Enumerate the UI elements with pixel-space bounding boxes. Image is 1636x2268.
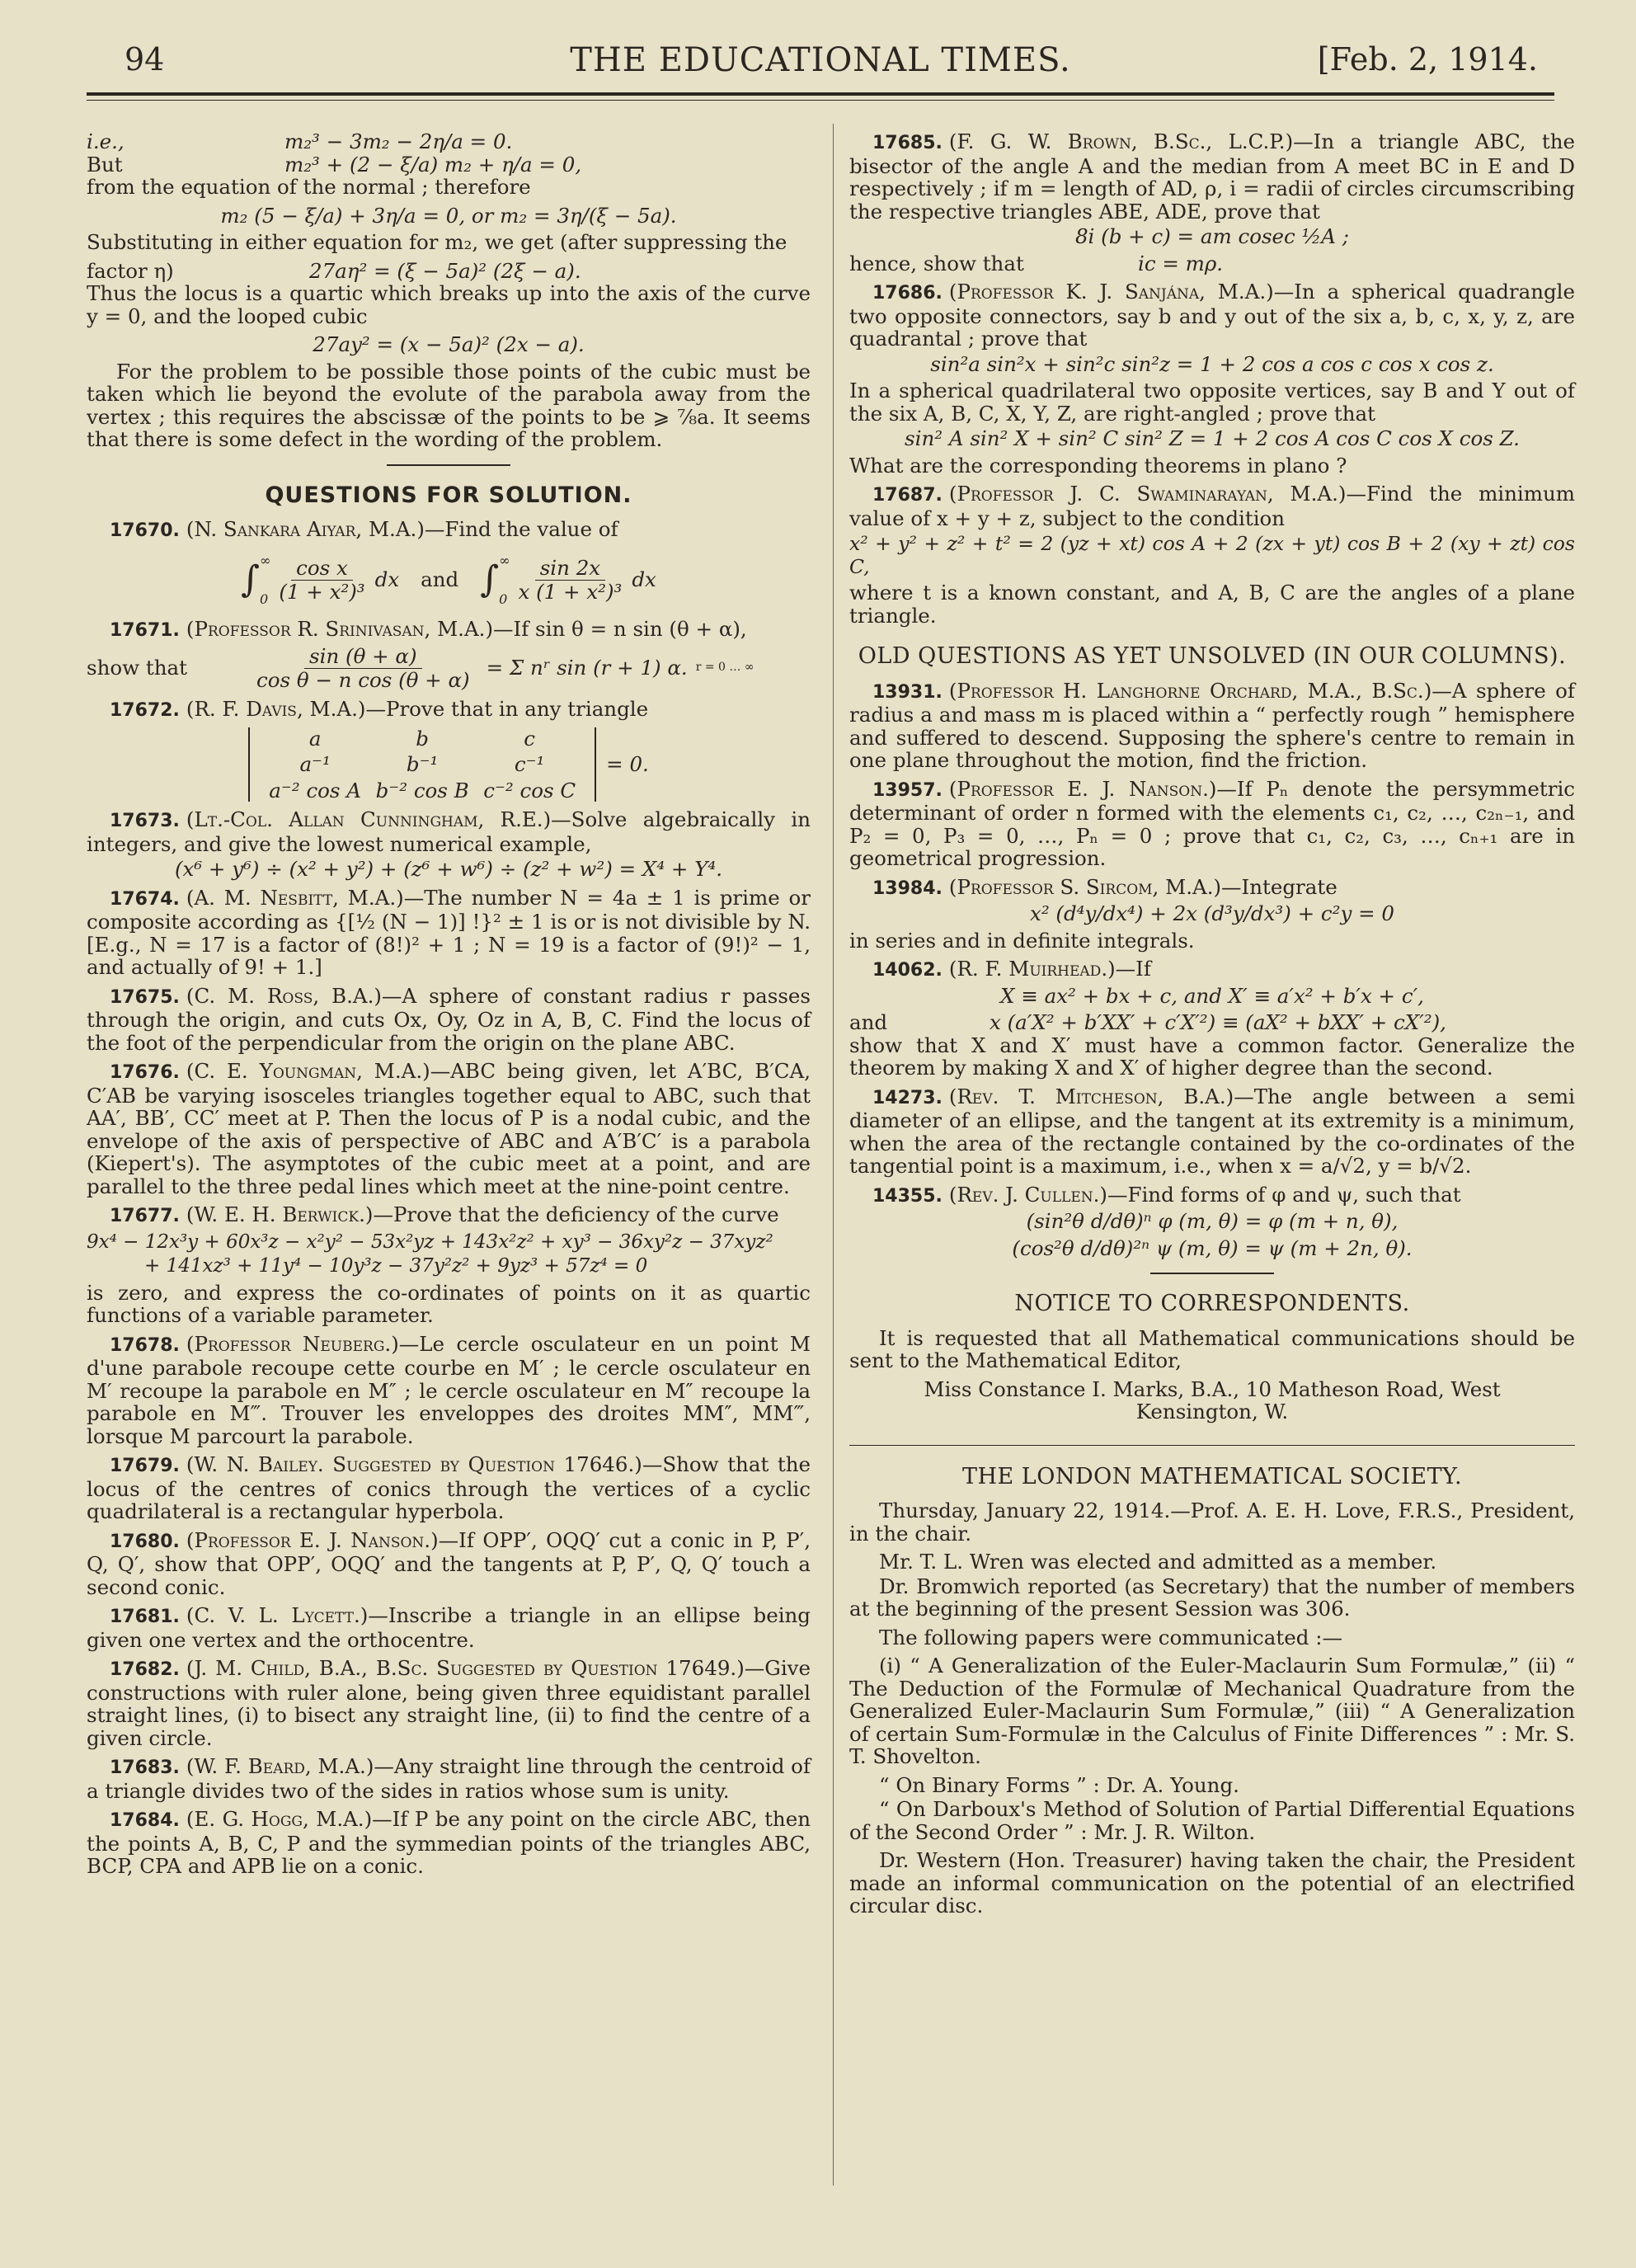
question-text: —Find the value of (424, 517, 618, 541)
question-author: (E. G. Hogg, M.A.) (186, 1807, 373, 1831)
question-number: 17670. (110, 520, 180, 541)
section-title: QUESTIONS FOR SOLUTION. (265, 482, 632, 508)
equation-line-2: + 141xz³ + 11y⁴ − 10y³z − 37y²z² + 9yz³ + 57z⁴ = 0 (144, 1255, 648, 1277)
left-column (87, 130, 811, 1884)
equation: m₂³ − 3m₂ − 2η/a = 0. (284, 129, 513, 153)
header-rule-thick (87, 92, 1554, 96)
society-paragraph: Dr. Western (Hon. Treasurer) having taken the chair, the President made an informal communication on the potential of an electrified circular disc. (849, 1848, 1575, 1917)
eq-row-3 (87, 260, 811, 283)
question-text: —Any straight line through the centroid of a triangle divides two of the sides in ratios whose sum is unity. (87, 1754, 811, 1803)
question-17675 (87, 985, 811, 1055)
and-row (849, 1011, 1575, 1034)
equation: ic = mρ. (1138, 251, 1224, 275)
question-text-continued: In a spherical quadrilateral two opposite vertices, say B and Y out of the six A, B, C, X, Y, Z, are right-angled ; prove that (849, 379, 1575, 426)
question-17681 (87, 1604, 811, 1651)
equation: sin²a sin²x + sin²c sin²z = 1 + 2 cos a cos c cos x cos z. (930, 351, 1494, 376)
question-text: —Integrate (1221, 874, 1337, 899)
question-text: —In a triangle ABC, the bisector of the angle A and the median from A meet BC in E and D respectively ; if m = length of AD, ρ, i = radii of circles circumscribing the respective triangles ABE, ADE, prove that (849, 129, 1575, 224)
journal-title: THE EDUCATIONAL TIMES. (570, 41, 1071, 79)
integral-sign: ∫ (241, 558, 261, 601)
integrals (87, 549, 811, 611)
eq-row-2 (87, 153, 811, 176)
question-number: 17685. (872, 133, 943, 153)
question-number: 17684. (110, 1810, 180, 1831)
column-divider (833, 124, 834, 2186)
question-text: —Le cercle osculateur en un point M d'une parabole recoupe cette courbe en M′ ; le cercle osculateur en M′ recoupe la parabole en M″ ; le cercle osculateur en M″ recoupe la parabole en M‴. Trouver les enveloppes des droites MM″, MM‴, lorsque M parcourt la parabole. (87, 1331, 811, 1448)
integral-sign: ∫ (480, 558, 500, 601)
question-17670 (87, 518, 811, 611)
question-number: 17687. (872, 485, 943, 506)
denominator: x (1 + x²)³ (518, 579, 623, 604)
question-13984 (849, 876, 1575, 953)
question-number: 17678. (110, 1334, 180, 1356)
question-number: 14062. (872, 960, 943, 981)
question-17686 (849, 280, 1575, 477)
question-author: (J. M. Child, B.A., B.Sc. Suggested by Question 17649.) (186, 1656, 745, 1680)
question-text-continued: in series and in definite integrals. (849, 928, 1195, 953)
page-header (87, 41, 1554, 91)
text-line: Thus the locus is a quartic which breaks up into the axis of the curve y = 0, and the looped cubic (87, 281, 811, 328)
question-17677 (87, 1203, 811, 1327)
equation: 27ay² = (x − 5a)² (2x − a). (313, 332, 585, 356)
question-text: —Prove that in any triangle (365, 697, 649, 721)
question-number: 17681. (110, 1607, 180, 1627)
question-text: —The angle between a semi diameter of an ellipse, and the tangent at its extremity is a minimum, when the area of the rectangle contained by the co-ordinates of the tangential point is a maximum, i.e., when x = a/√2, y = b/√2. (849, 1084, 1575, 1178)
hence-row (849, 252, 1575, 275)
notice-address-line-1: Miss Constance I. Marks, B.A., 10 Matheson Road, West (924, 1376, 1501, 1401)
equation: x² + y² + z² + t² = 2 (yz + xt) cos A + 2 (zx + yt) cos B + 2 (xy + zt) cos C, (849, 532, 1575, 578)
section-divider (1150, 1273, 1274, 1274)
det-cell: c⁻² cos C (483, 778, 576, 802)
and-label: and (849, 1010, 888, 1034)
society-paragraph: (i) “ A Generalization of the Euler-Maclaurin Sum Formulæ,” (ii) “ The Deduction of the Formulæ of Mechanical Quadrature from the Generalized Euler-Maclaurin Sum Formulæ,” (iii) “ A Generalization of certain Sum-Formulæ in the Calculus of Finite Differences ” : Mr. S. T. Shovelton. (849, 1654, 1575, 1768)
integral-2 (480, 549, 656, 611)
question-text: —Give constructions with ruler alone, being given three equidistant parallel straight lines, (i) to bisect any straight line, (ii) to find the centre of a given circle. (87, 1656, 811, 1750)
equation: m₂³ + (2 − ξ/a) m₂ + η/a = 0, (284, 152, 582, 176)
question-author: (W. N. Bailey. Suggested by Question 17646.) (186, 1452, 642, 1476)
integral-1 (241, 549, 399, 611)
equation: sin² A sin² X + sin² C sin² Z = 1 + 2 cos A cos C cos X cos Z. (905, 426, 1520, 450)
society-paragraph: Mr. T. L. Wren was elected and admitted as a member. (879, 1550, 1437, 1574)
denominator: (1 + x²)³ (279, 579, 365, 604)
text-line: Substituting in either equation for m₂, we get (after suppressing the (87, 230, 787, 254)
question-author: (Professor R. Srinivasan, M.A.) (186, 616, 494, 641)
equation: (sin²θ d/dθ)ⁿ φ (m, θ) = φ (m + n, θ), (1026, 1209, 1399, 1233)
question-number: 17686. (872, 283, 943, 303)
solution-continuation (87, 130, 811, 451)
question-author: (A. M. Nesbitt, M.A.) (186, 885, 404, 910)
question-number: 17682. (110, 1659, 180, 1680)
equation: 8i (b + c) = am cosec ½A ; (1074, 224, 1350, 248)
numerator: sin 2x (535, 557, 605, 581)
question-author: (Professor H. Langhorne Orchard, M.A., B.Sc.) (948, 678, 1432, 703)
question-text-continued: show that X and X′ must have a common factor. Generalize the theorem by making X and X′ of higher degree than the second. (849, 1033, 1575, 1080)
question-author: (C. E. Youngman, M.A.) (186, 1059, 430, 1083)
numerator: sin (θ + α) (304, 645, 422, 669)
differential: dx (374, 567, 400, 592)
question-number: 17679. (110, 1456, 180, 1476)
rhs: = Σ nʳ sin (r + 1) α. (486, 656, 688, 680)
question-author: (Professor Neuberg.) (186, 1331, 399, 1356)
factor-label: factor η) (87, 258, 174, 283)
question-17671 (87, 618, 811, 692)
det-cell: b (416, 726, 429, 751)
question-17678 (87, 1333, 811, 1448)
det-cell: a (308, 726, 322, 751)
question-14273 (849, 1085, 1575, 1178)
question-17683 (87, 1755, 811, 1802)
det-cell: c (524, 726, 535, 751)
question-13931 (849, 680, 1575, 772)
question-number: 17683. (110, 1757, 180, 1778)
notice-title: NOTICE TO CORRESPONDENTS. (1014, 1291, 1410, 1316)
society-paragraph: “ On Binary Forms ” : Dr. A. Young. (879, 1772, 1239, 1797)
question-text: —ABC being given, let A′BC, B′CA, C′AB be varying isosceles triangles together equal to ABC, such that AA′, BB′, CC′ meet at P. Then the locus of P is a nodal cubic, and the envelope of the axis of perspective of ABC and A′B′C′ is a parabola (Kiepert's). The asymptotes of the cubic meet at a point, and are parallel to the three pedal lines which meet at the nine-point centre. (87, 1059, 811, 1198)
question-number: 17676. (110, 1062, 180, 1083)
question-text: —Prove that the deficiency of the curve (373, 1202, 779, 1226)
denominator: cos θ − n cos (θ + α) (256, 667, 470, 692)
question-text: —Inscribe a triangle in an ellipse being given one vertex and the orthocentre. (87, 1603, 811, 1652)
numerator: cos x (291, 557, 353, 581)
but-label: But (87, 152, 123, 176)
question-number: 13957. (872, 779, 943, 801)
det-equals: = 0. (606, 752, 649, 776)
question-text: —If Pₙ denote the persymmetric determinant of order n formed with the elements c₁, c₂, …, c₂ₙ₋₁, and P₂ = 0, P₃ = 0, …, Pₙ = 0 ; prove that c₁, c₂, c₃, …, cₙ₊₁ are in geometrical progression. (849, 776, 1576, 870)
upper-limit: ∞ (260, 552, 271, 568)
question-text: —Show that the locus of the centres of conics through the vertices of a cyclic quadrilateral is a rectangular hyperbola. (87, 1452, 811, 1523)
question-number: 13984. (872, 878, 943, 899)
right-column (849, 130, 1575, 1923)
society-paragraph: Dr. Bromwich reported (as Secretary) that the number of members at the beginning of the present Session was 306. (849, 1574, 1575, 1621)
question-number: 13931. (872, 681, 943, 703)
equation: X ≡ ax² + bx + c, and X′ ≡ a′x² + b′x + c′, (1000, 983, 1424, 1008)
question-author: (Professor E. J. Nanson.) (948, 776, 1217, 801)
question-17679 (87, 1453, 811, 1523)
det-cell: b⁻¹ (406, 752, 439, 776)
question-author: (F. G. W. Brown, B.Sc., L.C.P.) (948, 129, 1294, 153)
question-text: —Find the minimum value of x + y + z, subject to the condition (849, 482, 1575, 530)
section-divider (387, 464, 510, 466)
eq-row-1 (87, 130, 811, 153)
question-author: (Professor E. J. Nanson.) (186, 1527, 439, 1552)
ie-label: i.e., (87, 129, 125, 153)
determinant-grid (248, 727, 596, 802)
hence-label: hence, show that (849, 251, 1024, 275)
question-17684 (87, 1808, 811, 1878)
question-author: (C. M. Ross, B.A.) (186, 983, 382, 1008)
question-author: (R. F. Muirhead.) (948, 957, 1116, 981)
question-17685 (849, 130, 1575, 275)
and-word: and (421, 567, 459, 592)
question-text-continued: is zero, and express the co-ordinates of points on it as quartic functions of a variable parameter. (87, 1280, 811, 1327)
question-author: (Professor J. C. Swaminarayan, M.A.) (948, 482, 1347, 506)
question-author: (Professor K. J. Sanjána, M.A.) (948, 280, 1274, 303)
question-text: —A sphere of radius a and mass m is placed within a “ perfectly rough ” hemisphere and suffered to descend. Supposing the sphere's centre to remain in one plane throughout the motion, find the friction. (849, 678, 1575, 772)
question-17674 (87, 887, 811, 979)
equation-line-1: 9x⁴ − 12x³y + 60x³z − x²y² − 53x²yz + 143x²z² + xy³ − 36xy²z − 37xyz² (87, 1230, 773, 1253)
question-text-continued: What are the corresponding theorems in plano ? (849, 453, 1347, 478)
question-number: 17672. (110, 700, 180, 721)
det-cell: b⁻² cos B (375, 778, 469, 802)
question-17687 (849, 482, 1575, 627)
question-number: 14273. (872, 1087, 943, 1108)
question-17682 (87, 1657, 811, 1749)
question-number: 17677. (110, 1206, 180, 1226)
question-text: —If P be any point on the circle ABC, then the points A, B, C, P and the symmedian points of the triangles ABC, BCP, CPA and APB lie on a conic. (87, 1807, 811, 1878)
det-cell: a⁻¹ (299, 752, 331, 776)
question-text: —If (1115, 957, 1151, 981)
page-number: 94 (125, 41, 165, 78)
question-number: 17674. (110, 888, 180, 910)
society-paragraph: “ On Darboux's Method of Solution of Partial Differential Equations of the Second Order ” : Mr. J. R. Wilton. (849, 1797, 1575, 1844)
det-cell: c⁻¹ (514, 752, 545, 776)
question-text: —Solve algebraically in integers, and give the lowest numerical example, (87, 807, 811, 856)
sum-limits: r = 0 … ∞ (695, 661, 755, 675)
lower-limit: 0 (260, 591, 269, 607)
question-14062 (849, 958, 1575, 1080)
question-17680 (87, 1529, 811, 1599)
question-number: 17680. (110, 1531, 180, 1552)
society-paragraph: The following papers were communicated :— (879, 1625, 1342, 1649)
header-rule-thin (87, 100, 1554, 101)
question-text: —Find forms of φ and ψ, such that (1107, 1182, 1461, 1207)
text-line: from the equation of the normal ; therefore (87, 175, 531, 199)
question-text: —The number N = 4a ± 1 is prime or composite according as {[½ (N − 1)] !}² ± 1 is or is not divisible by N. [E.g., N = 17 is a factor of (8!)² + 1 ; N = 19 is a factor of (9!)² − 1, and actually of 9! + 1.] (87, 885, 811, 979)
question-author: (Rev. T. Mitcheson, B.A.) (948, 1084, 1234, 1108)
upper-limit: ∞ (499, 552, 510, 568)
question-author: (W. F. Beard, M.A.) (186, 1754, 374, 1778)
question-14355 (849, 1183, 1575, 1260)
differential: dx (632, 567, 656, 592)
equation: (cos²θ d/dθ)²ⁿ ψ (m, θ) = ψ (m + 2n, θ). (1012, 1235, 1413, 1260)
equation: m₂ (5 − ξ/a) + 3η/a = 0, or m₂ = 3η/(ξ − 5a). (220, 203, 677, 228)
question-author: (W. E. H. Berwick.) (186, 1202, 374, 1226)
equation: (x⁶ + y⁶) ÷ (x² + y²) + (z⁶ + w⁶) ÷ (z² + w²) = X⁴ + Y⁴. (174, 857, 723, 881)
question-17672 (87, 698, 811, 802)
equation: x (a′X² + b′XX′ + c′X′²) ≡ (aX² + bXX′ + cX′²), (990, 1010, 1446, 1034)
question-author: (R. F. Davis, M.A.) (186, 697, 366, 721)
paragraph: For the problem to be possible those points of the cubic must be taken which lie beyond the evolute of the parabola away from the vertex ; this requires the abscissæ of the points to be ⩾ ⅞a. It seems that there is some defect in the wording of the problem. (87, 359, 811, 451)
question-text: —If OPP′, OQQ′ cut a conic in P, P′, Q, Q′, show that OPP′, OQQ′ and the tangents at P, P′, Q, Q′ touch a second conic. (87, 1527, 811, 1599)
question-number: 17675. (110, 986, 180, 1008)
equation: x² (d⁴y/dx⁴) + 2x (d³y/dx³) + c²y = 0 (1030, 901, 1394, 925)
question-author: (Lt.-Col. Allan Cunningham, R.E.) (186, 807, 552, 831)
question-number: 14355. (872, 1185, 943, 1207)
show-that-row (87, 645, 811, 691)
determinant (87, 727, 811, 802)
lower-limit: 0 (499, 591, 508, 607)
notice-text: It is requested that all Mathematical communications should be sent to the Mathematical Editor, (849, 1325, 1575, 1372)
question-author: (Professor S. Sircom, M.A.) (948, 874, 1222, 899)
show-label: show that (87, 656, 187, 680)
question-author: (C. V. L. Lycett.) (186, 1603, 369, 1627)
society-title: THE LONDON MATHEMATICAL SOCIETY. (961, 1463, 1463, 1489)
society-paragraph: Thursday, January 22, 1914.—Prof. A. E. H. Love, F.R.S., President, in the chair. (849, 1499, 1575, 1546)
question-17673 (87, 808, 811, 881)
question-number: 17673. (110, 811, 180, 831)
question-text: —A sphere of constant radius r passes through the origin, and cuts Ox, Oy, Oz in A, B, C. Find the locus of the foot of the perpendicular from the origin on the plane ABC. (87, 983, 811, 1055)
issue-date: [Feb. 2, 1914. (1317, 41, 1538, 78)
question-author: (N. Sankara Aiyar, M.A.) (186, 517, 425, 541)
question-13957 (849, 778, 1575, 870)
question-text: —If sin θ = n sin (θ + α), (493, 616, 747, 641)
question-number: 17671. (110, 619, 180, 641)
notice-address-line-2: Kensington, W. (1135, 1400, 1289, 1423)
question-17676 (87, 1060, 811, 1198)
section-rule (849, 1445, 1575, 1446)
question-text: —In a spherical quadrangle two opposite connectors, say b and y out of the six a, b, c, x, y, z, are quadrantal ; prove that (849, 280, 1576, 351)
equation: 27aη² = (ξ − 5a)² (2ξ − a). (309, 258, 581, 283)
old-questions-title: OLD QUESTIONS AS YET UNSOLVED (IN OUR COLUMNS). (858, 643, 1567, 669)
question-text-continued: where t is a known constant, and A, B, C are the angles of a plane triangle. (849, 581, 1575, 628)
question-author: (Rev. J. Cullen.) (948, 1182, 1107, 1207)
det-cell: a⁻² cos A (269, 778, 361, 802)
